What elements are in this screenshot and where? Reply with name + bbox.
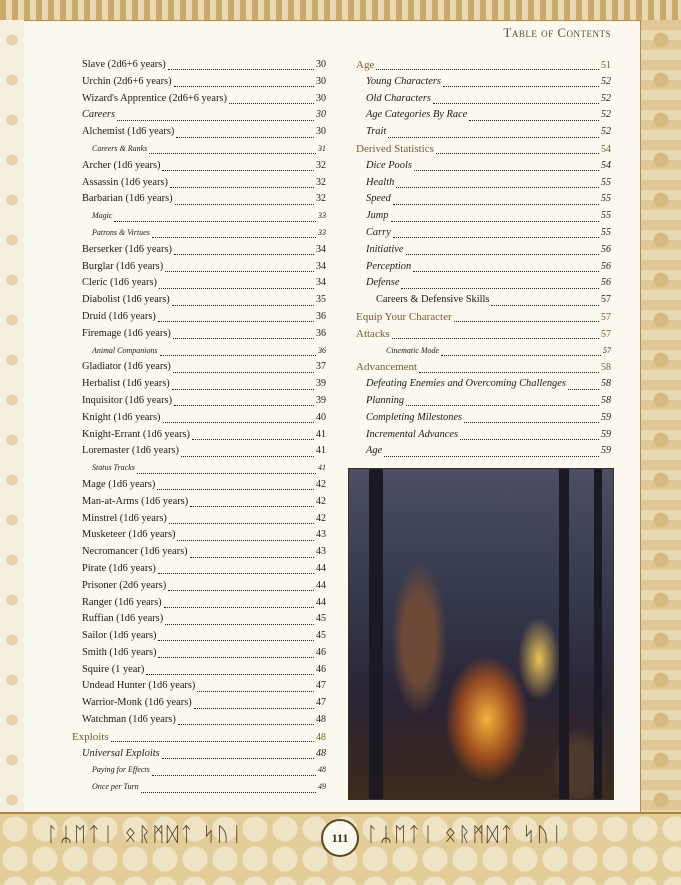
dot-leader: [460, 430, 599, 440]
toc-entry-label: Speed: [366, 193, 391, 205]
toc-entry[interactable]: [72, 779, 326, 796]
toc-entry[interactable]: [72, 376, 326, 393]
toc-entry-page: 56: [601, 277, 611, 289]
toc-entry-label: Archer (1d6 years): [82, 159, 161, 171]
toc-entry[interactable]: [72, 393, 326, 410]
toc-entry-page: 46: [316, 663, 326, 675]
dot-leader: [169, 514, 314, 524]
toc-entry[interactable]: [72, 343, 326, 360]
toc-entry[interactable]: [72, 746, 326, 763]
toc-entry-label: Initiative: [366, 243, 404, 255]
toc-entry-label: Young Characters: [366, 75, 441, 87]
dot-leader: [117, 111, 314, 121]
toc-entry-page: 41: [318, 463, 326, 473]
toc-entry-label: Age Categories By Race: [366, 109, 468, 121]
toc-entry[interactable]: [356, 359, 611, 376]
toc-entry[interactable]: [356, 393, 611, 410]
toc-entry-label: Careers & Ranks: [92, 143, 148, 153]
toc-entry-label: Inquisitor (1d6 years): [82, 394, 173, 406]
toc-entry[interactable]: [72, 695, 326, 712]
toc-entry[interactable]: [72, 511, 326, 528]
dot-leader: [175, 195, 314, 205]
toc-entry-label: Knight (1d6 years): [82, 411, 161, 423]
toc-entry[interactable]: [72, 259, 326, 276]
dot-leader: [141, 783, 316, 793]
dot-leader: [190, 548, 314, 558]
dot-leader: [176, 128, 314, 138]
toc-entry[interactable]: [72, 57, 326, 74]
tree-trunk: [369, 469, 383, 799]
toc-entry[interactable]: [72, 326, 326, 343]
toc-entry-page: 47: [316, 697, 326, 709]
toc-entry-page: 43: [316, 529, 326, 541]
toc-entry-page: 55: [601, 193, 611, 205]
dot-leader: [401, 279, 599, 289]
toc-entry-label: Once per Turn: [92, 782, 139, 792]
dot-leader: [149, 144, 316, 154]
toc-entry-page: 52: [601, 109, 611, 121]
toc-entry[interactable]: [356, 208, 611, 225]
dot-leader: [158, 648, 314, 658]
dot-leader: [172, 380, 314, 390]
toc-entry-label: Mage (1d6 years): [82, 478, 156, 490]
toc-entry-page: 37: [316, 361, 326, 373]
toc-entry-label: Exploits: [72, 730, 109, 743]
toc-entry[interactable]: [72, 678, 326, 695]
toc-entry[interactable]: [356, 91, 611, 108]
dot-leader: [388, 128, 599, 138]
toc-entry-page: 57: [601, 311, 611, 323]
toc-entry-page: 32: [316, 176, 326, 188]
toc-entry-page: 57: [601, 328, 611, 340]
toc-entry[interactable]: [72, 611, 326, 628]
toc-entry-page: 49: [318, 782, 326, 792]
toc-entry-page: 33: [318, 227, 326, 237]
dot-leader: [406, 245, 599, 255]
dot-leader: [174, 245, 314, 255]
toc-entry-page: 43: [316, 546, 326, 558]
dot-leader: [229, 94, 314, 104]
toc-entry-page: 35: [316, 294, 326, 306]
dot-leader: [177, 531, 314, 541]
dot-leader: [433, 94, 599, 104]
toc-entry[interactable]: [72, 578, 326, 595]
toc-entry-label: Planning: [366, 394, 405, 406]
toc-entry[interactable]: [72, 292, 326, 309]
toc-entry[interactable]: [72, 561, 326, 578]
toc-entry-label: Careers & Defensive Skills: [376, 294, 490, 306]
dot-leader: [178, 715, 314, 725]
dot-leader: [197, 682, 314, 692]
dot-leader: [162, 749, 314, 759]
toc-entry-page: 54: [601, 143, 611, 155]
toc-entry[interactable]: [72, 628, 326, 645]
toc-entry[interactable]: [72, 494, 326, 511]
toc-entry-label: Patrons & Virtues: [92, 227, 150, 237]
toc-entry-page: 57: [601, 294, 611, 306]
toc-entry[interactable]: [72, 74, 326, 91]
toc-entry-page: 42: [316, 478, 326, 490]
toc-entry-page: 34: [316, 260, 326, 272]
toc-entry-page: 55: [601, 176, 611, 188]
toc-entry-page: 48: [316, 731, 326, 743]
toc-entry-label: Burglar (1d6 years): [82, 260, 164, 272]
toc-entry-page: 56: [601, 260, 611, 272]
dot-leader: [137, 464, 316, 474]
toc-entry[interactable]: [72, 595, 326, 612]
toc-entry[interactable]: [72, 225, 326, 242]
dot-leader: [165, 615, 314, 625]
toc-entry-label: Old Characters: [366, 92, 431, 104]
toc-entry-page: 54: [601, 159, 611, 171]
dot-leader: [392, 329, 599, 339]
toc-entry-label: Equip Your Character: [356, 310, 452, 323]
dot-leader: [162, 161, 314, 171]
toc-entry[interactable]: [72, 645, 326, 662]
toc-entry-page: 30: [316, 126, 326, 138]
toc-entry-page: 41: [316, 428, 326, 440]
toc-entry-label: Diabolist (1d6 years): [82, 294, 170, 306]
dot-leader: [393, 228, 599, 238]
toc-entry[interactable]: [356, 191, 611, 208]
toc-entry-page: 30: [316, 75, 326, 87]
toc-entry-page: 30: [316, 92, 326, 104]
rune-inscription-left: ᛚᛦᛖᛏᛁ ᛟᚱᛗᛞᛏ ᛋᚢᛁ: [46, 822, 245, 846]
dot-leader: [441, 346, 601, 356]
dot-leader: [158, 312, 314, 322]
toc-entry-label: Knight-Errant (1d6 years): [82, 428, 190, 440]
toc-entry[interactable]: [72, 460, 326, 477]
toc-entry-page: 42: [316, 512, 326, 524]
page-number: 111: [321, 819, 359, 857]
toc-entry-label: Prisoner (2d6 years): [82, 579, 167, 591]
toc-entry[interactable]: [72, 359, 326, 376]
toc-entry[interactable]: [72, 729, 326, 746]
toc-entry[interactable]: [72, 662, 326, 679]
dot-leader: [172, 296, 314, 306]
toc-entry-label: Urchin (2d6+6 years): [82, 75, 172, 87]
toc-entry-label: Carry: [366, 226, 391, 238]
toc-entry[interactable]: [356, 259, 611, 276]
toc-entry-page: 58: [601, 378, 611, 390]
toc-entry-page: 39: [316, 378, 326, 390]
toc-entry-label: Wizard's Apprentice (2d6+6 years): [82, 92, 227, 104]
toc-entry-page: 45: [316, 630, 326, 642]
toc-entry-label: Cinematic Mode: [386, 345, 440, 355]
toc-entry-label: Defense: [366, 277, 400, 289]
toc-entry-label: Ranger (1d6 years): [82, 596, 162, 608]
toc-entry-label: Undead Hunter (1d6 years): [82, 680, 196, 692]
toc-entry-page: 52: [601, 75, 611, 87]
tree-trunk: [594, 469, 602, 799]
toc-entry-page: 57: [603, 345, 611, 355]
toc-entry-page: 34: [316, 243, 326, 255]
toc-entry-page: 47: [316, 680, 326, 692]
left-ornamental-border: [0, 20, 24, 820]
toc-entry-page: 31: [318, 143, 326, 153]
dot-leader: [443, 77, 599, 87]
dot-leader: [174, 77, 314, 87]
toc-entry-label: Pirate (1d6 years): [82, 562, 156, 574]
dot-leader: [165, 262, 314, 272]
toc-entry-label: Age: [366, 445, 383, 457]
toc-entry[interactable]: [356, 158, 611, 175]
toc-entry-label: Watchman (1d6 years): [82, 714, 176, 726]
toc-entry-page: 41: [316, 445, 326, 457]
toc-entry-label: Alchemist (1d6 years): [82, 126, 175, 138]
toc-entry-label: Assassin (1d6 years): [82, 176, 168, 188]
toc-entry-label: Animal Companions: [92, 345, 158, 355]
dot-leader: [464, 413, 599, 423]
toc-entry-label: Derived Statistics: [356, 142, 434, 155]
toc-entry-label: Berserker (1d6 years): [82, 243, 173, 255]
toc-entry-label: Attacks: [356, 327, 390, 340]
dot-leader: [152, 766, 316, 776]
toc-entry[interactable]: [356, 427, 611, 444]
toc-entry-label: Jump: [366, 210, 389, 222]
toc-entry-page: 36: [316, 310, 326, 322]
toc-entry-label: Herbalist (1d6 years): [82, 378, 170, 390]
toc-entry-page: 52: [601, 126, 611, 138]
toc-entry-page: 56: [601, 243, 611, 255]
toc-entry-label: Smith (1d6 years): [82, 646, 157, 658]
toc-right-column: [356, 57, 611, 460]
toc-entry-label: Warrior-Monk (1d6 years): [82, 697, 192, 709]
toc-entry-page: 34: [316, 277, 326, 289]
toc-entry-label: Age: [356, 59, 375, 71]
toc-entry[interactable]: [72, 107, 326, 124]
toc-entry[interactable]: [72, 175, 326, 192]
toc-entry[interactable]: [356, 292, 611, 309]
dot-leader: [173, 363, 314, 373]
toc-entry-label: Loremaster (1d6 years): [82, 445, 179, 457]
dot-leader: [157, 480, 314, 490]
dot-leader: [406, 396, 599, 406]
toc-entry[interactable]: [72, 141, 326, 158]
toc-entry-label: Defeating Enemies and Overcoming Challenges: [366, 378, 566, 390]
toc-entry-page: 30: [316, 59, 326, 70]
toc-entry[interactable]: [72, 527, 326, 544]
toc-entry-page: 58: [601, 394, 611, 406]
dot-leader: [194, 699, 314, 709]
toc-entry[interactable]: [356, 175, 611, 192]
toc-entry-page: 32: [316, 193, 326, 205]
toc-entry[interactable]: [72, 124, 326, 141]
toc-entry-label: Necromancer (1d6 years): [82, 546, 188, 558]
toc-entry[interactable]: [356, 275, 611, 292]
toc-entry-label: Trait: [366, 126, 387, 138]
dot-leader: [436, 144, 599, 154]
dot-leader: [190, 497, 314, 507]
toc-entry[interactable]: [356, 376, 611, 393]
dot-leader: [164, 598, 314, 608]
dot-leader: [419, 363, 599, 373]
toc-entry[interactable]: [72, 762, 326, 779]
tree-trunk: [559, 469, 569, 799]
toc-entry-label: Careers: [82, 109, 116, 121]
dot-leader: [159, 279, 314, 289]
toc-entry-page: 40: [316, 411, 326, 423]
dot-leader: [396, 178, 599, 188]
toc-entry-page: 59: [601, 428, 611, 440]
toc-entry[interactable]: [356, 74, 611, 91]
toc-entry-label: Paying for Effects: [92, 765, 150, 775]
toc-entry-label: Completing Milestones: [366, 411, 463, 423]
dot-leader: [469, 111, 599, 121]
dot-leader: [393, 195, 599, 205]
toc-entry[interactable]: [72, 275, 326, 292]
dot-leader: [170, 178, 314, 188]
toc-entry[interactable]: [356, 141, 611, 158]
toc-entry-page: 48: [316, 747, 326, 759]
dot-leader: [454, 312, 599, 322]
dot-leader: [111, 732, 314, 742]
dot-leader: [491, 296, 599, 306]
toc-left-column: [72, 57, 326, 796]
toc-entry-page: 30: [316, 109, 326, 121]
toc-entry[interactable]: [72, 309, 326, 326]
toc-entry[interactable]: [356, 225, 611, 242]
toc-entry-label: Musketeer (1d6 years): [82, 529, 176, 541]
toc-entry-page: 48: [316, 714, 326, 726]
rune-inscription-right: ᛚᛦᛖᛏᛁ ᛟᚱᛗᛞᛏ ᛋᚢᛁ: [366, 822, 565, 846]
dot-leader: [413, 262, 599, 272]
dot-leader: [384, 447, 599, 457]
toc-entry-label: Firemage (1d6 years): [82, 327, 171, 339]
toc-entry[interactable]: [356, 410, 611, 427]
dot-leader: [168, 581, 314, 591]
toc-entry-page: 45: [316, 613, 326, 625]
toc-entry-page: 44: [316, 596, 326, 608]
toc-entry-label: Squire (1 year): [82, 663, 145, 675]
campfire-illustration: [348, 468, 614, 800]
toc-entry-page: 44: [316, 579, 326, 591]
toc-entry-label: Minstrel (1d6 years): [82, 512, 167, 524]
dot-leader: [391, 212, 599, 222]
page-title: Table of Contents: [503, 25, 611, 40]
toc-entry[interactable]: [356, 326, 611, 343]
toc-entry-page: 42: [316, 495, 326, 507]
dot-leader: [174, 396, 314, 406]
dot-leader: [158, 631, 314, 641]
dot-leader: [568, 380, 599, 390]
toc-entry[interactable]: [72, 410, 326, 427]
toc-entry-label: Universal Exploits: [82, 747, 160, 759]
toc-entry[interactable]: [72, 477, 326, 494]
dot-leader: [163, 413, 315, 423]
dot-leader: [173, 329, 314, 339]
dot-leader: [146, 665, 314, 675]
toc-entry[interactable]: [356, 309, 611, 326]
toc-entry-label: Sailor (1d6 years): [82, 630, 157, 642]
toc-entry-label: Status Tracks: [92, 463, 135, 473]
toc-entry-page: 36: [316, 327, 326, 339]
dot-leader: [414, 161, 599, 171]
toc-entry[interactable]: [356, 443, 611, 460]
toc-entry-label: Man-at-Arms (1d6 years): [82, 495, 189, 507]
toc-entry[interactable]: [72, 208, 326, 225]
toc-entry-label: Druid (1d6 years): [82, 310, 156, 322]
toc-entry-label: Advancement: [356, 361, 418, 374]
top-ornamental-border: [0, 0, 681, 21]
dot-leader: [158, 564, 314, 574]
toc-entry[interactable]: [72, 712, 326, 729]
toc-entry[interactable]: [72, 191, 326, 208]
toc-entry-page: 48: [318, 765, 326, 775]
toc-entry[interactable]: [72, 443, 326, 460]
toc-entry-label: Gladiator (1d6 years): [82, 361, 171, 373]
toc-entry[interactable]: [72, 544, 326, 561]
toc-entry-label: Cleric (1d6 years): [82, 277, 158, 289]
toc-entry[interactable]: [72, 158, 326, 175]
toc-entry-label: Dice Pools: [366, 159, 412, 171]
dot-leader: [168, 60, 314, 70]
toc-entry-page: 52: [601, 92, 611, 104]
toc-entry[interactable]: [356, 124, 611, 141]
toc-entry-page: 33: [318, 211, 326, 221]
toc-entry[interactable]: [72, 427, 326, 444]
toc-entry[interactable]: [356, 57, 611, 74]
toc-entry-page: 59: [601, 411, 611, 423]
toc-entry-page: 55: [601, 210, 611, 222]
toc-entry-page: 46: [316, 646, 326, 658]
toc-entry-label: Magic: [92, 211, 113, 221]
dot-leader: [152, 228, 316, 238]
toc-entry-page: 51: [601, 60, 611, 71]
dot-leader: [114, 212, 316, 222]
toc-entry-label: Ruffian (1d6 years): [82, 613, 164, 625]
dot-leader: [376, 60, 599, 70]
toc-entry[interactable]: [72, 242, 326, 259]
toc-entry[interactable]: [356, 343, 611, 360]
toc-entry-page: 44: [316, 562, 326, 574]
toc-entry-page: 59: [601, 445, 611, 457]
toc-entry-page: 58: [601, 362, 611, 374]
toc-entry-label: Health: [366, 176, 395, 188]
toc-entry-label: Slave (2d6+6 years): [82, 59, 166, 70]
toc-entry-label: Barbarian (1d6 years): [82, 193, 173, 205]
dot-leader: [160, 346, 316, 356]
toc-entry[interactable]: [72, 91, 326, 108]
toc-entry-page: 55: [601, 226, 611, 238]
toc-entry-label: Incremental Advances: [366, 428, 459, 440]
toc-entry[interactable]: [356, 107, 611, 124]
toc-entry[interactable]: [356, 242, 611, 259]
right-ornamental-border: [640, 20, 681, 820]
dot-leader: [192, 430, 314, 440]
dot-leader: [181, 447, 314, 457]
toc-entry-page: 39: [316, 394, 326, 406]
toc-entry-label: Perception: [366, 260, 412, 272]
toc-entry-page: 36: [318, 345, 326, 355]
toc-entry-page: 32: [316, 159, 326, 171]
